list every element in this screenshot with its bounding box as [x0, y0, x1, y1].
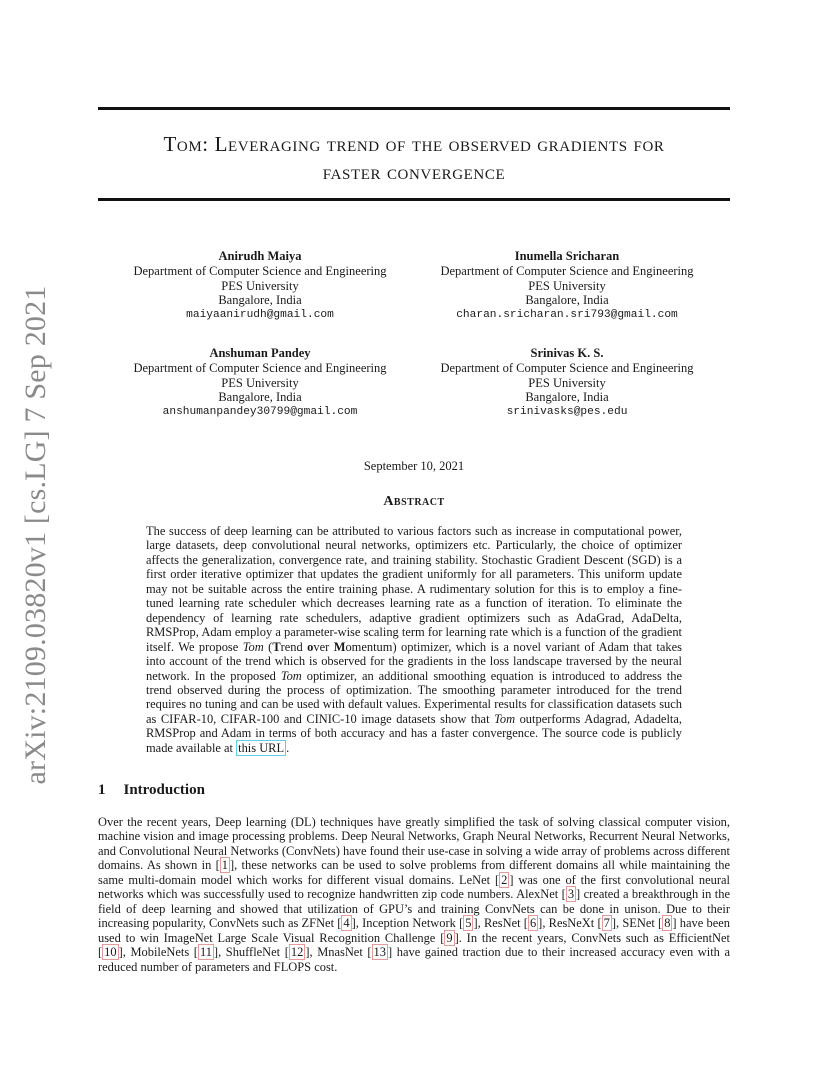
- citation-link[interactable]: 11: [199, 945, 212, 960]
- abstract-text: The success of deep learning can be attributed to various factors such as increase in computational power, large datasets, deep convolutional neural networks, optimizers etc. Particularly, the choice of optimizer affects the generalization, convergence rate, and training stability. Stochastic Gradient Descent (SGD) is a first order iterative optimizer that updates the gradient uniformly for all parameters. This uniform update may not be suitable across the entire training phase. A rudimentary solution for this is to employ a fine-tuned learning rate scheduler which decreases learning rate as a function of iteration. To eliminate the dependency of learning rate schedulers, adaptive gradient optimizers such as AdaGrad, AdaDelta, RMSProp, Adam employ a parameter-wise scaling term for learning rate which is a function of the gradient itself. We propose Tom (Trend over Momentum) optimizer, which is a novel variant of Adam that takes into account of the trend which is observed for the gradients in the loss landscape traversed by the neural network. In the proposed Tom optimizer, an additional smoothing equation is introduced to address the trend observed during the process of optimization. The smoothing parameter introduced for the trend requires no tuning and can be used with default values. Experimental results for classification datasets such as CIFAR-10, CIFAR-100 and CINIC-10 image datasets show that Tom outperforms Adagrad, Adadelta, RMSProp and Adam in terms of both accuracy and has a faster convergence. The source code is publicly made available at this URL .: [146, 524, 682, 755]
- author-department: Department of Computer Science and Engineering: [440, 263, 694, 278]
- citation-link[interactable]: 10: [104, 945, 117, 960]
- author-university: PES University: [528, 278, 606, 293]
- author-department: Department of Computer Science and Engineering: [440, 360, 694, 375]
- citation-link[interactable]: 1: [221, 858, 228, 873]
- author-email: maiyaanirudh@gmail.com: [186, 309, 334, 322]
- source-code-link[interactable]: this URL: [238, 740, 285, 755]
- section-title: Introduction: [123, 782, 205, 798]
- citation-link[interactable]: 7: [603, 916, 610, 931]
- author-location: Bangalore, India: [218, 293, 302, 308]
- author-email: anshumanpandey30799@gmail.com: [162, 406, 358, 419]
- author-department: Department of Computer Science and Engineering: [133, 360, 387, 375]
- citation-link[interactable]: 5: [465, 916, 472, 931]
- citation-link[interactable]: 3: [567, 887, 575, 902]
- author-email: charan.sricharan.sri793@gmail.com: [456, 309, 678, 322]
- section-number: 1: [98, 782, 106, 798]
- citation-link[interactable]: 6: [529, 916, 537, 931]
- title-top-rule: [98, 107, 730, 110]
- section-heading-introduction: [98, 782, 205, 799]
- author-block: [407, 346, 727, 420]
- citation-link[interactable]: 2: [501, 872, 508, 887]
- author-name: Inumella Sricharan: [514, 249, 620, 263]
- paper-title-line-1: Tom: Leveraging trend of the observed gradients for: [163, 132, 665, 156]
- author-university: PES University: [528, 375, 606, 390]
- citation-link[interactable]: 8: [664, 916, 671, 931]
- citation-link[interactable]: 9: [446, 930, 453, 945]
- author-department: Department of Computer Science and Engineering: [133, 263, 387, 278]
- author-location: Bangalore, India: [525, 390, 609, 405]
- paper-title: [98, 130, 730, 186]
- author-location: Bangalore, India: [525, 293, 609, 308]
- author-name: Anshuman Pandey: [209, 346, 311, 360]
- paper-title-line-2: faster convergence: [322, 160, 506, 184]
- citation-link[interactable]: 13: [373, 945, 386, 960]
- author-university: PES University: [221, 278, 299, 293]
- author-university: PES University: [221, 375, 299, 390]
- author-name: Srinivas K. S.: [530, 346, 604, 360]
- author-email: srinivasks@pes.edu: [506, 406, 628, 419]
- title-bottom-rule: [98, 198, 730, 201]
- abstract-heading: Abstract: [383, 494, 445, 509]
- author-block: [100, 249, 420, 323]
- arxiv-identifier-stamp: arXiv:2109.03820v1 [cs.LG] 7 Sep 2021: [19, 285, 52, 785]
- author-location: Bangalore, India: [218, 390, 302, 405]
- introduction-paragraph: Over the recent years, Deep learning (DL) techniques have greatly simplified the task of solving classical computer vision, machine vision and image processing problems. Deep Neural Networks, Graph Neural Networks, Recurrent Neural Networks, and Convolutional Neural Networks (ConvNets) have found their use-case in solving a wide array of problems across different domains. As shown in [ 1 ], these networks can be used to solve problems from different domains all while maintaining the same multi-domain model which works for different visual domains. LeNet [ 2 ] was one of the first convolutional neural networks which was successfully used to recognize handwritten zip code numbers. AlexNet [ 3 ] created a breakthrough in the field of deep learning and showed that utilization of GPU’s and training ConvNets can be done in unison. Due to their increasing popularity, ConvNets such as ZFNet [ 4 ], Inception Network [ 5 ], ResNet [ 6 ], ResNeXt [ 7 ], SENet [ 8 ] have been used to win ImageNet Large Scale Visual Recognition Challenge [ 9 ]. In the recent years, ConvNets such as EfficientNet [ 10 ], MobileNets [ 11 ], ShuffleNet [ 12 ], MnasNet [ 13 ] have gained traction due to their increased accuracy even with a reduced number of parameters and FLOPS cost.: [98, 815, 731, 974]
- paper-date: September 10, 2021: [363, 459, 465, 473]
- citation-link[interactable]: 4: [343, 916, 350, 931]
- author-block: [100, 346, 420, 420]
- author-name: Anirudh Maiya: [218, 249, 302, 263]
- citation-link[interactable]: 12: [290, 945, 304, 960]
- author-block: [407, 249, 727, 323]
